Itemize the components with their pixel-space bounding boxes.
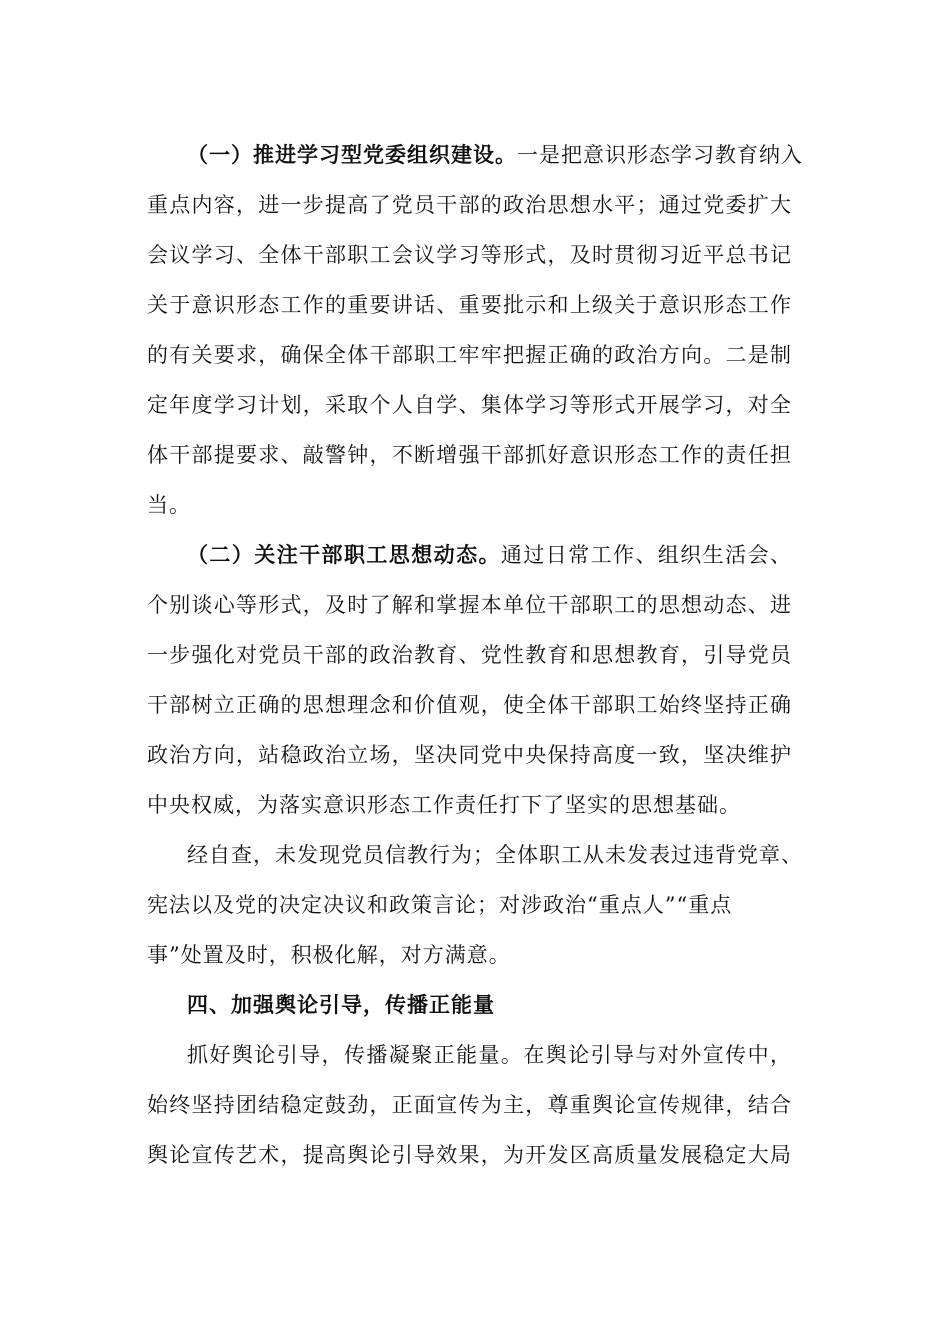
paragraph-1-line: 关于意识形态工作的重要讲话、重要批示和上级关于意识形态工作 (147, 293, 792, 317)
paragraph-3-line: 经自查，未发现党员信教行为；全体职工从未发表过违背党章、 (187, 843, 803, 867)
section-heading: （一）推进学习型党委组织建设。 (187, 142, 517, 167)
paragraph-2-line: 政治方向，站稳政治立场，坚决同党中央保持高度一致，坚决维护 (147, 743, 792, 767)
paragraph-1-line: 的有关要求，确保全体干部职工牢牢把握正确的政治方向。二是制 (147, 343, 792, 367)
document-page (147, 137, 803, 1187)
paragraph-2-line: 中央权威，为落实意识形态工作责任打下了坚实的思想基础。 (147, 793, 741, 817)
section-heading-4: 四、加强舆论引导，传播正能量 (187, 992, 495, 1017)
section-heading: （二）关注干部职工思想动态。 (187, 542, 501, 567)
paragraph-5-line: 始终坚持团结稳定鼓劲，正面宣传为主，尊重舆论宣传规律，结合 (147, 1093, 792, 1117)
paragraph-1-line: （一）推进学习型党委组织建设。一是把意识形态学习教育纳入 (187, 142, 803, 167)
paragraph-2-line: 一步强化对党员干部的政治教育、党性教育和思想教育，引导党员 (147, 643, 792, 667)
paragraph-3-line: 宪法以及党的决定决议和政策言论；对涉政治“重点人”“重点 (147, 893, 733, 917)
paragraph-5-line: 抓好舆论引导，传播凝聚正能量。在舆论引导与对外宣传中， (187, 1043, 792, 1067)
paragraph-5-line: 舆论宣传艺术，提高舆论引导效果，为开发区高质量发展稳定大局 (147, 1143, 792, 1167)
paragraph-1-line: 当。 (147, 493, 191, 517)
paragraph-3-line: 事”处置及时，积极化解，对方满意。 (147, 943, 511, 967)
paragraph-2-line: 干部树立正确的思想理念和价值观，使全体干部职工始终坚持正确 (147, 693, 792, 717)
paragraph-2-line: （二）关注干部职工思想动态。通过日常工作、组织生活会、 (187, 542, 792, 567)
paragraph-1-line: 体干部提要求、敲警钟，不断增强干部抓好意识形态工作的责任担 (147, 443, 792, 467)
paragraph-1-line: 重点内容，进一步提高了党员干部的政治思想水平；通过党委扩大 (147, 193, 792, 217)
paragraph-2-line: 个别谈心等形式，及时了解和掌握本单位干部职工的思想动态、进 (147, 593, 792, 617)
paragraph-1-line: 定年度学习计划，采取个人自学、集体学习等形式开展学习，对全 (147, 393, 792, 417)
paragraph-1-line: 会议学习、全体干部职工会议学习等形式，及时贯彻习近平总书记 (147, 243, 792, 267)
